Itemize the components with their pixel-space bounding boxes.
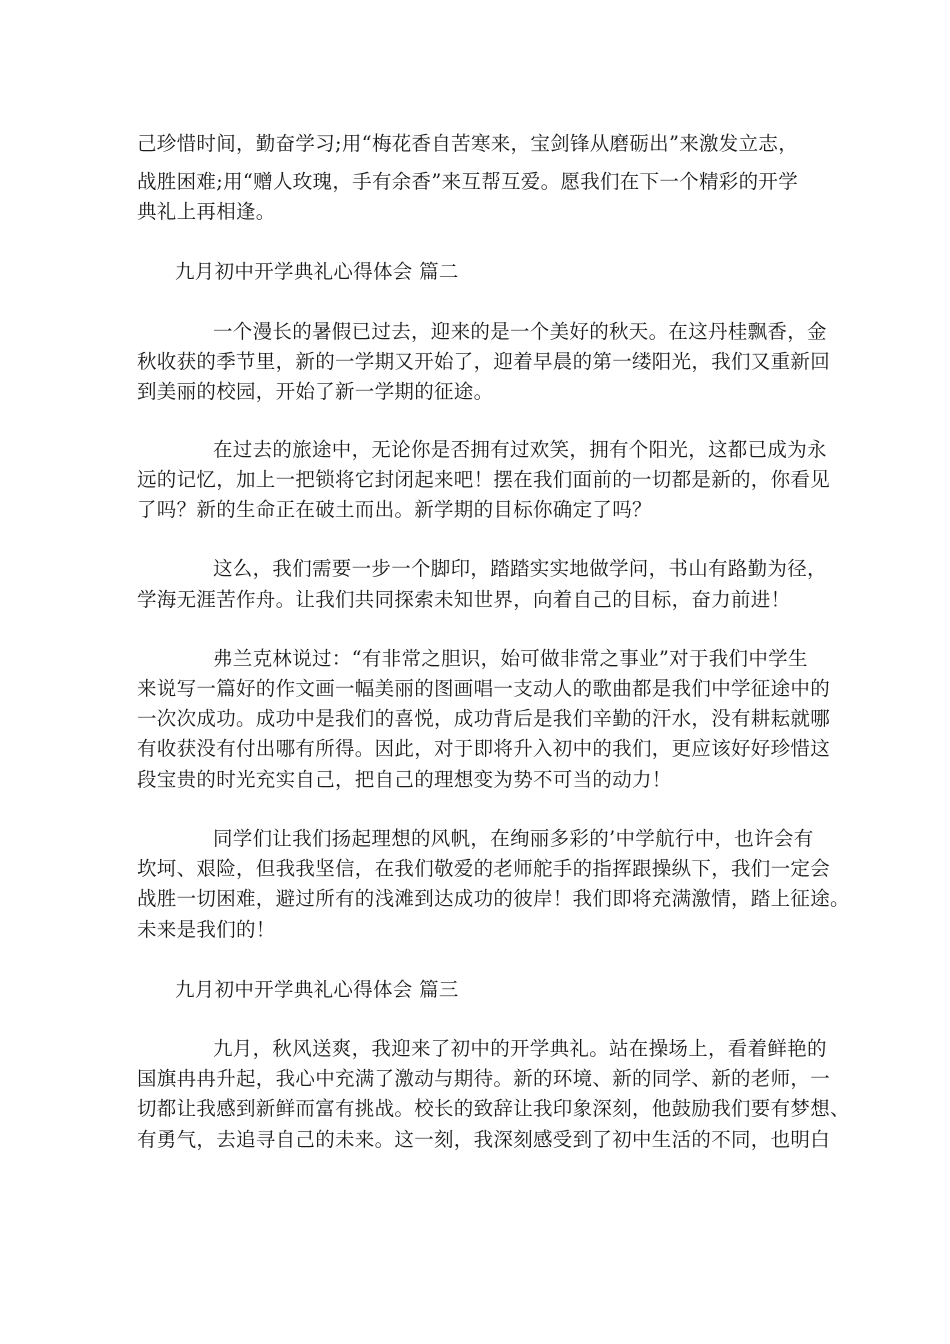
paragraph-line: 这么，我们需要一步一个脚印，踏踏实实地做学问，书山有路勤为径， (213, 557, 827, 580)
paragraph-line: 一个漫长的暑假已过去，迎来的是一个美好的秋天。在这丹桂飘香，金 (213, 320, 827, 343)
paragraph-line: 学海无涯苦作舟。让我们共同探索未知世界，向着自己的目标，奋力前进！ (137, 588, 791, 611)
paragraph-line: 国旗冉冉升起，我心中充满了激动与期待。新的环境、新的同学、新的老师，一 (137, 1067, 831, 1090)
paragraph-line: 到美丽的校园，开始了新一学期的征途。 (137, 380, 494, 403)
section-heading: 九月初中开学典礼心得体会 篇三 (175, 978, 459, 1001)
paragraph-line: 有收获没有付出哪有所得。因此，对于即将升入初中的我们，更应该好好珍惜这 (137, 737, 831, 760)
paragraph-line: 秋收获的季节里，新的一学期又开始了，迎着早晨的第一缕阳光，我们又重新回 (137, 350, 831, 373)
paragraph-line: 九月，秋风送爽，我迎来了初中的开学典礼。站在操场上，看着鲜艳的 (213, 1037, 827, 1060)
section-heading: 九月初中开学典礼心得体会 篇二 (175, 260, 459, 283)
paragraph-line: 坎坷、艰险，但我我坚信，在我们敬爱的老师舵手的指挥跟操纵下，我们一定会 (137, 857, 831, 880)
paragraph-line: 同学们让我们扬起理想的风帆，在绚丽多彩的’中学航行中，也许会有 (213, 827, 814, 850)
paragraph-line: 战胜一切困难，避过所有的浅滩到达成功的彼岸！我们即将充满激情，踏上征途。 (137, 887, 850, 910)
paragraph-line: 了吗？新的生命正在破土而出。新学期的目标你确定了吗？ (137, 498, 652, 521)
paragraph-line: 有勇气，去追寻自己的未来。这一刻，我深刻感受到了初中生活的不同，也明白 (137, 1128, 831, 1151)
paragraph-line: 己珍惜时间，勤奋学习;用“梅花香自苦寒来，宝剑锋从磨砺出”来激发立志， (137, 132, 799, 155)
paragraph-line: 一次次成功。成功中是我们的喜悦，成功背后是我们辛勤的汗水，没有耕耘就哪 (137, 707, 831, 730)
paragraph-line: 远的记忆，加上一把锁将它封闭起来吧！摆在我们面前的一切都是新的，你看见 (137, 468, 831, 491)
paragraph-line: 段宝贵的时光充实自己，把自己的理想变为势不可当的动力！ (137, 768, 672, 791)
paragraph-line: 弗兰克林说过：“有非常之胆识，始可做非常之事业”对于我们中学生 (213, 647, 808, 670)
paragraph-line: 来说写一篇好的作文画一幅美丽的图画唱一支动人的歌曲都是我们中学征途中的 (137, 677, 831, 700)
paragraph-line: 切都让我感到新鲜而富有挑战。校长的致辞让我印象深刻，他鼓励我们要有梦想、 (137, 1097, 850, 1120)
paragraph-line: 在过去的旅途中，无论你是否拥有过欢笑，拥有个阳光，这都已成为永 (213, 438, 827, 461)
paragraph-line: 未来是我们的！ (137, 918, 276, 941)
paragraph-line: 战胜困难;用“赠人玫瑰，手有余香”来互帮互爱。愿我们在下一个精彩的开学 (137, 170, 799, 193)
paragraph-line: 典礼上再相逢。 (137, 200, 276, 223)
